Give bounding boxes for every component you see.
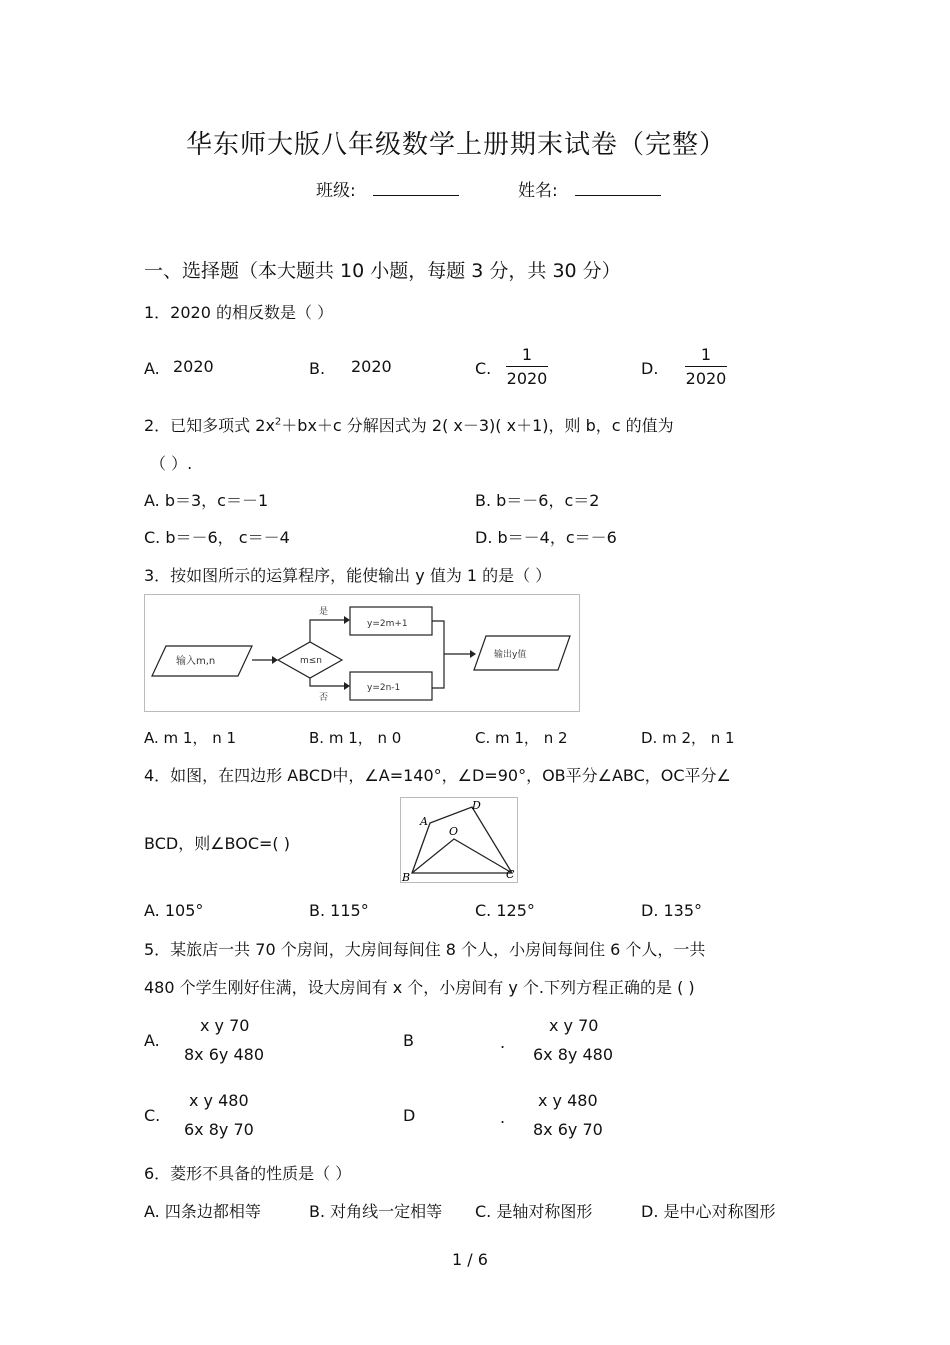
q2-option-a: A. b＝3，c＝－1: [144, 491, 269, 510]
q2-exponent: 2: [274, 416, 282, 428]
vertex-c: C: [506, 868, 515, 881]
q6-option-b: B. 对角线一定相等: [309, 1202, 443, 1221]
page-title: 华东师大版八年级数学上册期末试卷（完整）: [186, 130, 727, 160]
q6-stem: 6．菱形不具备的性质是（ ）: [144, 1164, 352, 1183]
q2-option-b: B. b＝－6，c＝2: [475, 491, 600, 510]
q5-b-dot: .: [500, 1033, 506, 1052]
q1-c-denominator: 2020: [506, 369, 548, 388]
name-label: 姓名:: [518, 181, 558, 201]
q5-a-eq2: 8x 6y 480: [184, 1045, 265, 1064]
q4-stem-line1: 4．如图，在四边形 ABCD中，∠A=140°，∠D=90°，OB平分∠ABC，OC平分∠: [144, 766, 731, 785]
q1-b-label: B.: [309, 359, 326, 378]
q1-d-fraction: [685, 345, 727, 388]
output-text: 输出y值: [494, 650, 527, 660]
class-blank: [373, 177, 459, 196]
q4-stem-line2: BCD，则∠BOC=( ): [144, 834, 290, 853]
q5-d-eq1: x y 480: [538, 1091, 598, 1110]
q1-d-label: D.: [641, 359, 659, 378]
q5-c-label: C.: [144, 1106, 161, 1125]
q5-a-eq1: x y 70: [200, 1016, 250, 1035]
q6-option-a: A. 四条边都相等: [144, 1202, 261, 1221]
class-field: [316, 176, 459, 201]
q2-option-d: D. b＝－4，c＝－6: [475, 528, 617, 547]
section-heading: 一、选择题（本大题共 10 小题，每题 3 分，共 30 分）: [144, 260, 621, 282]
name-blank: [575, 177, 661, 196]
figure-frame: [401, 798, 518, 883]
q2-stem-bracket: （ ）.: [150, 454, 193, 473]
q4-quadrilateral-figure: [400, 797, 518, 883]
no-label: 否: [319, 693, 329, 703]
q3-stem: 3．按如图所示的运算程序，能使输出 y 值为 1 的是（ ）: [144, 566, 552, 585]
q5-stem-line2: 480 个学生刚好住满，设大房间有 x 个，小房间有 y 个.下列方程正确的是 ( ): [144, 978, 695, 997]
top-process-text: y=2m+1: [367, 619, 408, 629]
point-o: O: [449, 825, 459, 838]
q5-d-label: D: [403, 1106, 416, 1125]
q3-option-b: B. m 1， n 0: [309, 729, 402, 747]
q1-c-numerator: 1: [521, 345, 533, 364]
page-number: 1 / 6: [452, 1250, 488, 1269]
q4-option-c: C. 125°: [475, 901, 535, 920]
q1-a-label: A.: [144, 359, 160, 378]
vertex-a: A: [420, 815, 428, 828]
q5-c-eq1: x y 480: [189, 1091, 249, 1110]
q3-option-c: C. m 1， n 2: [475, 729, 568, 747]
q5-c-eq2: 6x 8y 70: [184, 1120, 254, 1139]
q2-stem-part2: ＋bx＋c 分解因式为 2( x－3)( x＋1)，则 b，c 的值为: [281, 416, 674, 435]
q1-c-label: C.: [475, 359, 492, 378]
q1-d-numerator: 1: [700, 345, 712, 364]
q5-stem-line1: 5．某旅店一共 70 个房间，大房间每间住 8 个人，小房间每间住 6 个人，一共: [144, 940, 706, 959]
q1-d-denominator: 2020: [685, 369, 727, 388]
q5-b-eq1: x y 70: [549, 1016, 599, 1035]
q5-d-eq2: 8x 6y 70: [533, 1120, 603, 1139]
q6-option-d: D. 是中心对称图形: [641, 1202, 776, 1221]
q5-b-eq2: 6x 8y 480: [533, 1045, 614, 1064]
q3-option-a: A. m 1， n 1: [144, 729, 237, 747]
q1-a-value: 2020: [173, 357, 214, 376]
q6-option-c: C. 是轴对称图形: [475, 1202, 593, 1221]
q1-c-fraction: [506, 345, 548, 388]
q3-flowchart: [144, 594, 580, 712]
q1-stem: 1．2020 的相反数是（ ）: [144, 303, 334, 322]
q3-option-d: D. m 2， n 1: [641, 729, 735, 747]
q4-option-a: A. 105°: [144, 901, 204, 920]
vertex-b: B: [402, 871, 411, 883]
q5-d-dot: .: [500, 1108, 506, 1127]
name-field: [518, 176, 661, 201]
decision-text: m≤n: [300, 656, 323, 666]
q2-option-c: C. b＝－6， c＝－4: [144, 528, 290, 547]
q5-a-label: A.: [144, 1031, 160, 1050]
class-label: 班级:: [316, 181, 356, 201]
q2-stem: [144, 413, 674, 436]
q4-option-d: D. 135°: [641, 901, 703, 920]
yes-label: 是: [319, 607, 329, 617]
bottom-process-text: y=2n-1: [367, 683, 401, 693]
input-text: 输入m,n: [176, 656, 216, 667]
q2-stem-part1: 2．已知多项式 2x: [144, 416, 275, 435]
q5-b-label: B: [403, 1031, 414, 1050]
vertex-d: D: [472, 799, 481, 812]
q1-b-value: 2020: [351, 357, 392, 376]
q4-option-b: B. 115°: [309, 901, 369, 920]
